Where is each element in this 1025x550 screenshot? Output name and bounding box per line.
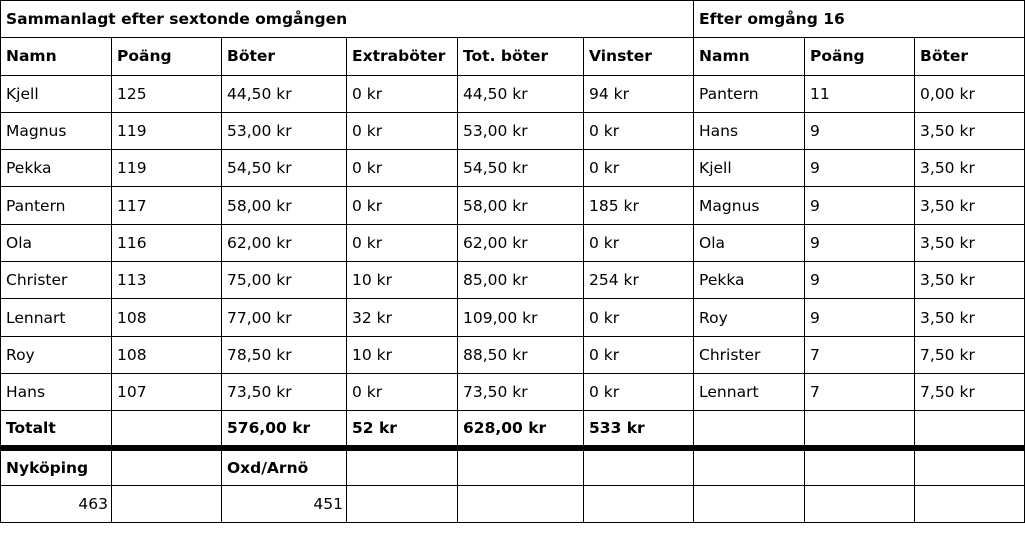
cell-round-points: 11	[805, 75, 915, 112]
cell-round-points: 9	[805, 262, 915, 299]
empty-cell	[805, 448, 915, 485]
cell-points: 108	[112, 336, 222, 373]
empty-cell	[805, 411, 915, 448]
empty-cell	[915, 485, 1025, 522]
header-round-name: Namn	[694, 38, 805, 75]
cell-winnings: 0 kr	[584, 112, 694, 149]
header-winnings: Vinster	[584, 38, 694, 75]
cell-round-points: 9	[805, 224, 915, 261]
cell-winnings: 0 kr	[584, 373, 694, 410]
team-score: 463	[1, 485, 112, 522]
cell-extra-fines: 0 kr	[347, 75, 458, 112]
table-row	[1, 373, 1025, 410]
cell-fines: 62,00 kr	[222, 224, 347, 261]
cell-round-fines: 7,50 kr	[915, 336, 1025, 373]
table-row	[1, 187, 1025, 224]
empty-cell	[694, 411, 805, 448]
cell-round-fines: 3,50 kr	[915, 187, 1025, 224]
team-name-row	[1, 448, 1025, 485]
cell-extra-fines: 0 kr	[347, 224, 458, 261]
cell-extra-fines: 0 kr	[347, 112, 458, 149]
cell-total-fines: 58,00 kr	[458, 187, 584, 224]
cell-extra-fines: 0 kr	[347, 187, 458, 224]
cell-total-fines: 88,50 kr	[458, 336, 584, 373]
cell-winnings: 185 kr	[584, 187, 694, 224]
total-name: Totalt	[1, 411, 112, 448]
cell-round-name: Christer	[694, 336, 805, 373]
cell-total-fines: 53,00 kr	[458, 112, 584, 149]
cell-fines: 54,50 kr	[222, 150, 347, 187]
title-round: Efter omgång 16	[694, 1, 1025, 38]
cell-points: 107	[112, 373, 222, 410]
cell-name: Roy	[1, 336, 112, 373]
header-total-fines: Tot. böter	[458, 38, 584, 75]
cell-round-points: 9	[805, 187, 915, 224]
cell-fines: 73,50 kr	[222, 373, 347, 410]
cell-round-points: 9	[805, 299, 915, 336]
cell-round-fines: 7,50 kr	[915, 373, 1025, 410]
cell-extra-fines: 10 kr	[347, 262, 458, 299]
cell-points: 125	[112, 75, 222, 112]
header-fines: Böter	[222, 38, 347, 75]
cell-winnings: 0 kr	[584, 336, 694, 373]
header-round-fines: Böter	[915, 38, 1025, 75]
cell-round-fines: 3,50 kr	[915, 299, 1025, 336]
cell-total-fines: 44,50 kr	[458, 75, 584, 112]
table-row	[1, 336, 1025, 373]
empty-cell	[347, 485, 458, 522]
cell-name: Pekka	[1, 150, 112, 187]
empty-cell	[584, 485, 694, 522]
total-fines: 576,00 kr	[222, 411, 347, 448]
cell-round-fines: 3,50 kr	[915, 262, 1025, 299]
table-row	[1, 112, 1025, 149]
cell-points: 119	[112, 112, 222, 149]
cell-round-points: 7	[805, 336, 915, 373]
empty-cell	[694, 485, 805, 522]
cell-round-fines: 3,50 kr	[915, 224, 1025, 261]
total-total-fines: 628,00 kr	[458, 411, 584, 448]
cell-round-name: Hans	[694, 112, 805, 149]
team-score: 451	[222, 485, 347, 522]
table-row	[1, 150, 1025, 187]
header-extra-fines: Extraböter	[347, 38, 458, 75]
empty-cell	[347, 448, 458, 485]
cell-name: Lennart	[1, 299, 112, 336]
cell-extra-fines: 0 kr	[347, 373, 458, 410]
cell-fines: 75,00 kr	[222, 262, 347, 299]
empty-cell	[915, 411, 1025, 448]
cell-points: 116	[112, 224, 222, 261]
empty-cell	[805, 485, 915, 522]
team-name: Nyköping	[1, 448, 112, 485]
cell-winnings: 94 kr	[584, 75, 694, 112]
total-row	[1, 411, 1025, 448]
cell-total-fines: 54,50 kr	[458, 150, 584, 187]
cell-round-points: 9	[805, 112, 915, 149]
header-round-points: Poäng	[805, 38, 915, 75]
cell-round-fines: 0,00 kr	[915, 75, 1025, 112]
cell-round-points: 7	[805, 373, 915, 410]
cell-winnings: 0 kr	[584, 299, 694, 336]
cell-name: Kjell	[1, 75, 112, 112]
cell-round-name: Kjell	[694, 150, 805, 187]
cell-winnings: 254 kr	[584, 262, 694, 299]
empty-cell	[584, 448, 694, 485]
cell-round-name: Magnus	[694, 187, 805, 224]
cell-winnings: 0 kr	[584, 224, 694, 261]
cell-extra-fines: 0 kr	[347, 150, 458, 187]
team-score-row	[1, 485, 1025, 522]
cell-total-fines: 109,00 kr	[458, 299, 584, 336]
cell-name: Ola	[1, 224, 112, 261]
header-name: Namn	[1, 38, 112, 75]
cell-round-points: 9	[805, 150, 915, 187]
empty-cell	[694, 448, 805, 485]
table-row	[1, 299, 1025, 336]
table-row	[1, 75, 1025, 112]
cell-fines: 58,00 kr	[222, 187, 347, 224]
title-cumulative: Sammanlagt efter sextonde omgången	[1, 1, 694, 38]
cell-name: Pantern	[1, 187, 112, 224]
cell-fines: 53,00 kr	[222, 112, 347, 149]
cell-round-name: Pekka	[694, 262, 805, 299]
empty-cell	[915, 448, 1025, 485]
cell-extra-fines: 10 kr	[347, 336, 458, 373]
cell-name: Christer	[1, 262, 112, 299]
cell-total-fines: 62,00 kr	[458, 224, 584, 261]
cell-round-name: Pantern	[694, 75, 805, 112]
cell-round-fines: 3,50 kr	[915, 112, 1025, 149]
title-row	[1, 1, 1025, 38]
cell-points: 119	[112, 150, 222, 187]
cell-name: Magnus	[1, 112, 112, 149]
cell-total-fines: 85,00 kr	[458, 262, 584, 299]
table-row	[1, 262, 1025, 299]
total-points	[112, 411, 222, 448]
total-extra-fines: 52 kr	[347, 411, 458, 448]
empty-cell	[112, 448, 222, 485]
header-points: Poäng	[112, 38, 222, 75]
cell-fines: 78,50 kr	[222, 336, 347, 373]
cell-round-name: Ola	[694, 224, 805, 261]
header-row	[1, 38, 1025, 75]
cell-points: 117	[112, 187, 222, 224]
cell-winnings: 0 kr	[584, 150, 694, 187]
empty-cell	[112, 485, 222, 522]
cell-round-fines: 3,50 kr	[915, 150, 1025, 187]
cell-round-name: Lennart	[694, 373, 805, 410]
table-row	[1, 224, 1025, 261]
empty-cell	[458, 448, 584, 485]
cell-points: 113	[112, 262, 222, 299]
cell-round-name: Roy	[694, 299, 805, 336]
total-winnings: 533 kr	[584, 411, 694, 448]
cell-name: Hans	[1, 373, 112, 410]
cell-fines: 44,50 kr	[222, 75, 347, 112]
cell-points: 108	[112, 299, 222, 336]
empty-cell	[458, 485, 584, 522]
cell-extra-fines: 32 kr	[347, 299, 458, 336]
team-name: Oxd/Arnö	[222, 448, 347, 485]
cell-fines: 77,00 kr	[222, 299, 347, 336]
cell-total-fines: 73,50 kr	[458, 373, 584, 410]
